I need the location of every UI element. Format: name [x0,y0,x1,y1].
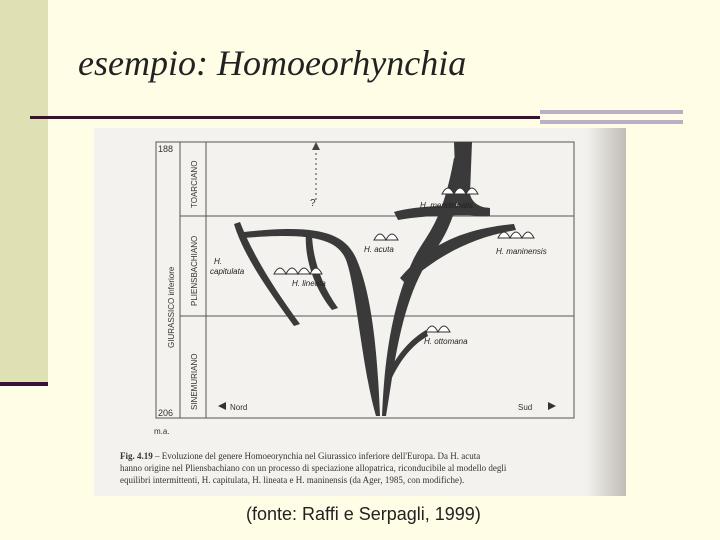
label-capitulata-prefix: H. [214,257,222,266]
lineage-trunk-right [382,158,466,416]
label-maninensis: H. maninensis [496,247,547,256]
source-credit: (fonte: Raffi e Serpagli, 1999) [246,504,481,524]
south-arrow-icon [548,402,556,410]
left-accent-bar [0,0,48,386]
shell-icon-meridionalis [442,188,478,194]
shell-icon-capitulata-lineata [274,268,322,274]
title-rule-accent-bottom [540,120,683,124]
caption-line-1: – Evoluzione del genere Homoeorynchia nel Giurassico inferiore dell'Europa. Da H. acuta [152,451,481,461]
stage-label-sinemuriano: SINEMURIANO [190,353,199,410]
stage-label-toarciano: TOARCIANO [190,160,199,208]
left-accent-bar-bottom [0,382,48,386]
label-lineata: H. lineata [292,279,326,288]
stage-label-pliensbachiano: PLIENSBACHIANO [190,235,199,306]
axis-unit-label: m.a. [154,427,170,436]
evolution-diagram [94,128,626,496]
page-edge-shadow [586,128,626,496]
caption-line-3: equilibri intermittenti, H. capitulata, H. lineata e H. maninensis (da Ager, 1985, con modifiche). [120,475,465,485]
shell-icon-acuta [374,234,398,240]
diagram-frame [156,142,574,418]
direction-south: Sud [518,403,533,412]
title-rule [30,116,540,119]
title-rule-accent-top [540,110,683,114]
north-arrow-icon [218,402,226,410]
period-label: GIURASSICO inferiore [167,266,176,348]
evolution-figure [94,128,626,496]
axis-top-label: 188 [158,144,174,154]
caption-fig-label: Fig. 4.19 [120,451,153,461]
shell-icon-ottomana [426,326,450,332]
label-acuta: H. acuta [364,245,394,254]
direction-north: Nord [230,403,248,412]
label-capitulata: capitulata [210,267,245,276]
uncertain-lineage-arrow [312,142,320,150]
question-mark: ? [310,198,316,209]
shell-icon-maninensis [498,232,534,238]
figure-caption [120,450,620,486]
caption-line-2: hanno origine nel Pliensbachiano con un processo di speciazione allopatrica, riconducibile al modello degli [120,463,507,473]
label-meridionalis: H. meridionalis [420,201,473,210]
axis-bottom-label: 206 [158,408,174,418]
slide-title: esempio: Homoeorhynchia [78,43,467,83]
label-ottomana: H. ottomana [424,337,468,346]
